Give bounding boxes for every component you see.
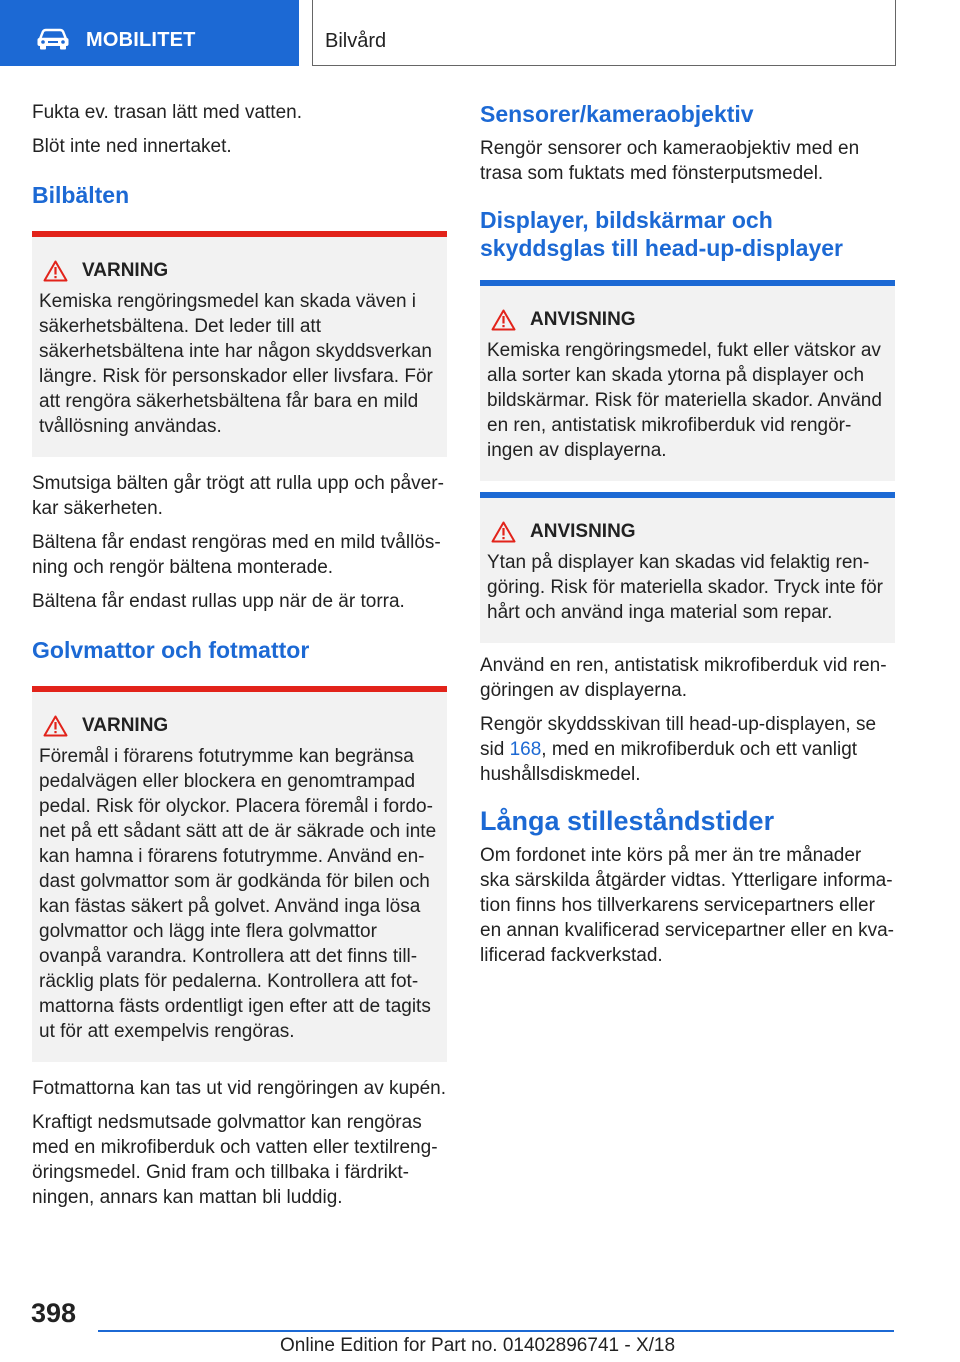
paragraph-text: , med en mikrofiberduk och ett vanligt hushållsdiskmedel.: [480, 739, 858, 785]
paragraph: Smutsiga bälten går trögt att rulla upp och påverkar säkerheten.: [32, 473, 444, 519]
chapter-label: Bilvård: [325, 30, 387, 52]
warning-text: Föremål i förarens fotutrymme kan begränsa pedalvägen eller blockera en genomtrampad pedal. Risk för olyckor. Placera föremål i fordonet på ett sådant sätt att de är säkrade och inte kan hamna i förarens fotutrymme. Använd endast golvmattor som är godkända för bilen och kan fästas säkert på golvet. Använd inga lösa golvmattor och lägg inte flera golvmattor ovanpå varandra. Kontrollera att det finns tillräcklig plats för pedalerna. Kontrollera att fotmattorna fästs ordentligt igen efter att de tagits ut för att exempelvis rengöras.: [39, 746, 437, 1042]
warning-triangle-icon: [43, 715, 68, 737]
section-label: MOBILITET: [86, 29, 196, 51]
note-box: [480, 492, 895, 643]
paragraph: Bältena får endast rengöras med en mild tvållösning och rengör bältena monterade.: [32, 532, 441, 578]
page-link[interactable]: 168: [509, 739, 542, 760]
note-label: ANVISNING: [530, 521, 636, 542]
heading-belts: Bilbälten: [32, 182, 130, 208]
warning-box: [32, 231, 447, 457]
paragraph: [480, 712, 895, 787]
footer-rule: [98, 1330, 894, 1332]
paragraph: Bältena får endast rullas upp när de är torra.: [32, 591, 405, 612]
paragraph: Fotmattorna kan tas ut vid rengöringen av kupén.: [32, 1078, 447, 1099]
heading-displays: Displayer, bildskärmar och skyddsglas till head-up-displayer: [480, 207, 843, 261]
warning-box: [32, 686, 447, 1062]
footer-edition: Online Edition for Part no. 01402896741 - X/18: [280, 1335, 676, 1356]
paragraph: Använd en ren, antistatisk mikrofiberduk vid rengöringen av displayerna.: [480, 655, 887, 701]
note-text: Ytan på displayer kan skadas vid felaktig rengöring. Risk för materiella skador. Tryck inte för hårt och använd inga material som repar.: [487, 552, 883, 623]
warning-triangle-icon: [491, 521, 516, 543]
right-column: [480, 100, 895, 977]
paragraph: Fukta ev. trasan lätt med vatten.: [32, 102, 302, 123]
heading-mats: Golvmattor och fotmattor: [32, 637, 310, 663]
section-tab: [0, 0, 299, 66]
note-text: Kemiska rengöringsmedel, fukt eller vätskor av alla sorter kan skada ytorna på displayer och bildskärmar. Risk för materiella skador. Använd en ren, antistatisk mikrofiberduk vid rengöringen av displayerna.: [487, 340, 882, 461]
warning-triangle-icon: [491, 309, 516, 331]
paragraph: Kraftigt nedsmutsade golvmattor kan rengöras med en mikrofiberduk och vatten eller textilrengöringsmedel. Gnid fram och tillbaka i färdriktningen, annars kan mattan bli luddig.: [32, 1112, 438, 1208]
paragraph-text: Rengör skyddsskivan till head-up-displayen, se sid: [480, 714, 877, 760]
paragraph: Om fordonet inte körs på mer än tre månader ska särskilda åtgärder vidtas. Ytterligare information finns hos tillverkarens servicepartners eller en annan kvalificerad servicepartner eller en kvalificerad fackverkstad.: [480, 845, 894, 966]
warning-label: VARNING: [82, 715, 169, 736]
chapter-header: [312, 0, 896, 66]
car-icon: [36, 28, 70, 50]
paragraph: Blöt inte ned innertaket.: [32, 136, 232, 157]
note-label: ANVISNING: [530, 309, 636, 330]
paragraph: Rengör sensorer och kameraobjektiv med en trasa som fuktats med fönsterputsmedel.: [480, 138, 860, 184]
warning-text: Kemiska rengöringsmedel kan skada väven i säkerhetsbältena. Det leder till att säkerhetsbältena inte har någon skyddsverkan längre. Risk för personskador eller livsfara. För att rengöra säkerhetsbältena får bara en mild tvållösning användas.: [39, 291, 433, 437]
heading-storage: Långa stilleståndstider: [480, 806, 775, 836]
left-column: [32, 100, 447, 1219]
heading-sensors: Sensorer/kameraobjektiv: [480, 101, 754, 127]
warning-label: VARNING: [82, 260, 169, 281]
warning-triangle-icon: [43, 260, 68, 282]
page-number: 398: [31, 1298, 77, 1328]
note-box: [480, 280, 895, 481]
